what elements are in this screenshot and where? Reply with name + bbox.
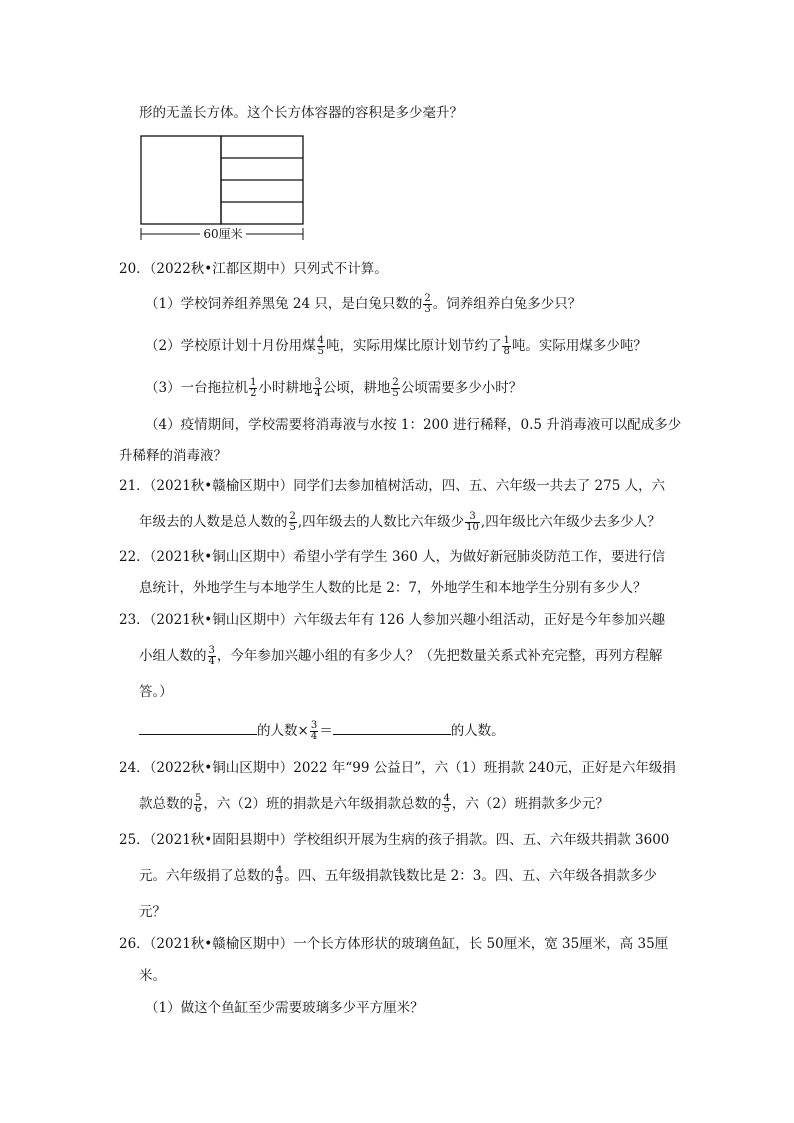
q23-eq-a: 的人数× — [257, 723, 309, 739]
fraction: $\frac{5}{6}$ — [195, 793, 202, 815]
q20-part1-a: （1）学校饲养组养黑兔 24 只，是白兔只数的 — [145, 296, 423, 312]
fraction: $\frac{3}{4}$ — [310, 720, 318, 742]
q21-line2-a: 年级去的人数是总人数的 — [139, 514, 288, 530]
answer-blank-2[interactable] — [333, 721, 451, 735]
q25-line2 — [139, 866, 657, 887]
q20-part3 — [145, 378, 522, 399]
dimension-label: 60厘米 — [203, 227, 243, 241]
q21-line2-c: ,四年级比六年级少去多少人？ — [480, 514, 661, 530]
q24-line2-a: 款总数的 — [139, 796, 193, 812]
q24-line1: 24．（2022秋•铜山区期中）2022 年“99 公益日”，六（1）班捐款 240元，正好是六年级捐 — [119, 760, 676, 776]
continuation-line: 形的无盖长方体。这个长方体容器的容积是多少毫升？ — [139, 105, 463, 121]
q21-line2 — [139, 512, 661, 533]
q23-eq-c: 的人数。 — [450, 723, 505, 739]
q20-part1 — [145, 294, 581, 315]
q20-part3-b: 小时耕地 — [258, 380, 313, 396]
q24-line2 — [139, 794, 609, 815]
q23-line2-a: 小组人数的 — [139, 648, 207, 664]
q20-part2-c: 吨。实际用煤多少吨？ — [511, 338, 647, 354]
q20-part2 — [145, 336, 647, 357]
q20-part3-d: 公顷需要多少小时？ — [400, 380, 523, 396]
q23-eq-b: ＝ — [319, 723, 333, 739]
q21-line1: 21．（2021秋•赣榆区期中）同学们去参加植树活动，四、五、六年级一共去了 275 人，六 — [119, 478, 666, 494]
q25-line1: 25．（2021秋•固阳县期中）学校组织开展为生病的孩子捐款。四、五、六年级共捐款 3600 — [119, 832, 670, 848]
q22-line2: 息统计，外地学生与本地学生人数的比是 2：7，外地学生和本地学生分别有多少人？ — [139, 580, 647, 596]
fraction: $\frac{1}{8}$ — [503, 335, 510, 357]
q25-line2-b: 。四、五年级捐款钱数比是 2：3。四、五、六年级各捐款多少 — [284, 868, 657, 884]
q20-part1-b: 。饲养组养白兔多少只？ — [432, 296, 582, 312]
fraction: $\frac{2}{5}$ — [289, 511, 296, 533]
q22-line1: 22．（2021秋•铜山区期中）希望小学有学生 360 人，为做好新冠肺炎防范工作，要进行信 — [119, 549, 666, 565]
fraction: $\frac{4}{5}$ — [317, 335, 324, 357]
q23-equation — [139, 721, 505, 742]
q21-line2-b: ,四年级去的人数比六年级少 — [297, 514, 465, 530]
q23-line3: 答。） — [139, 684, 173, 700]
q26-line2: 米。 — [139, 968, 166, 984]
fraction: $\frac{4}{9}$ — [276, 865, 283, 887]
q20-part3-a: （3）一台拖拉机 — [145, 380, 249, 396]
q20-part2-a: （2）学校原计划十月份用煤 — [145, 338, 316, 354]
q23-line2 — [139, 646, 662, 667]
q20-stem: 20．（2022秋•江都区期中）只列式不计算。 — [119, 261, 388, 277]
fraction: $\frac{3}{10}$ — [466, 511, 479, 533]
fraction: $\frac{3}{4}$ — [208, 645, 215, 667]
fraction: $\frac{2}{5}$ — [392, 377, 399, 399]
q23-line1: 23．（2021秋•铜山区期中）六年级去年有 126 人参加兴趣小组活动，正好是今年参加兴趣 — [119, 612, 666, 628]
q20-part3-c: 公顷，耕地 — [322, 380, 391, 396]
fraction: $\frac{2}{3}$ — [424, 293, 431, 315]
q25-line2-a: 元。六年级捐了总数的 — [139, 868, 274, 884]
q25-line3: 元？ — [139, 904, 166, 920]
large-rectangle — [141, 136, 221, 224]
fraction: $\frac{4}{5}$ — [443, 793, 450, 815]
q24-line2-b: ，六（2）班的捐款是六年级捐款总数的 — [203, 796, 442, 812]
q24-line2-c: ，六（2）班捐款多少元？ — [451, 796, 609, 812]
q23-line2-b: ，今年参加兴趣小组的有多少人？（先把数量关系式补充完整，再列方程解 — [216, 648, 663, 664]
q20-part4-line1: （4）疫情期间，学校需要将消毒液与水按 1：200 进行稀释，0.5 升消毒液可以配成多少 — [145, 417, 682, 433]
q26-line1: 26．（2021秋•赣榆区期中）一个长方体形状的玻璃鱼缸，长 50厘米，宽 35厘米，高 35厘 — [119, 936, 669, 952]
fraction: $\frac{3}{4}$ — [314, 377, 321, 399]
fraction: $\frac{1}{2}$ — [250, 377, 257, 399]
box-unfold-diagram — [140, 134, 306, 242]
q26-part1: （1）做这个鱼缸至少需要玻璃多少平方厘米？ — [145, 1000, 424, 1016]
q20-part2-b: 吨，实际用煤比原计划节约了 — [325, 338, 502, 354]
answer-blank-1[interactable] — [139, 721, 257, 735]
q20-part4-line2: 升稀释的消毒液？ — [119, 448, 227, 464]
